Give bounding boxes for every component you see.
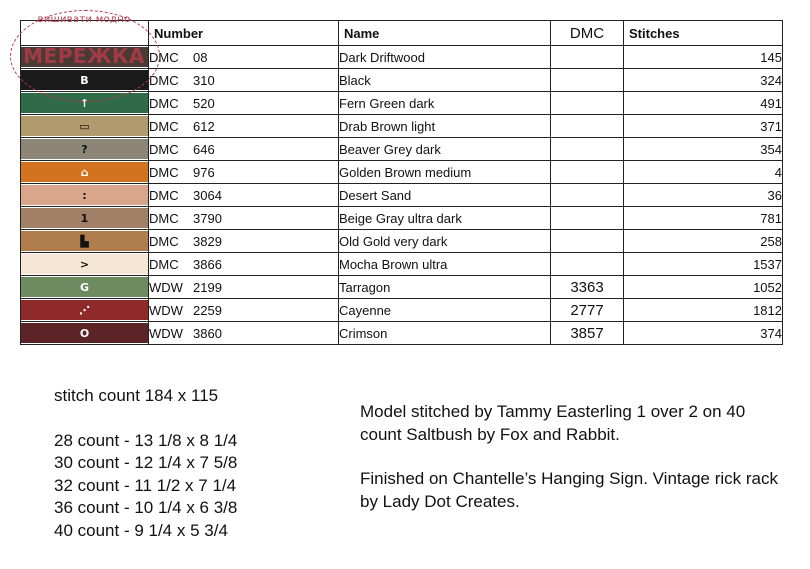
- floss-number: [149, 230, 339, 253]
- color-swatch: ▭: [21, 116, 148, 136]
- floss-name: Cayenne: [339, 299, 551, 322]
- floss-code: 976: [193, 164, 215, 180]
- floss-name: Crimson: [339, 322, 551, 345]
- floss-name: Golden Brown medium: [339, 161, 551, 184]
- floss-brand: WDW: [149, 325, 183, 341]
- floss-number: [149, 276, 339, 299]
- floss-brand: DMC: [149, 164, 179, 180]
- color-swatch: ⌂: [21, 162, 148, 182]
- floss-code: 3790: [193, 210, 222, 226]
- header-number: Number: [149, 21, 339, 46]
- model-notes: [360, 401, 780, 535]
- floss-code: 2259: [193, 302, 222, 318]
- size-line: 28 count - 13 1/8 x 8 1/4: [54, 430, 238, 450]
- color-swatch-cell: [21, 253, 149, 276]
- color-swatch: :: [21, 185, 148, 205]
- stitch-count-cell: 1537: [624, 253, 783, 276]
- floss-code: 520: [193, 95, 215, 111]
- header-dmc: DMC: [551, 21, 624, 46]
- dmc-equivalent: [551, 69, 624, 92]
- fabric-size-notes: [54, 385, 237, 542]
- size-line: 32 count - 11 1/2 x 7 1/4: [54, 475, 237, 495]
- stitch-count: stitch count 184 x 115: [54, 386, 219, 405]
- stitch-count-cell: 371: [624, 115, 783, 138]
- color-swatch: G: [21, 277, 148, 297]
- stitch-count-cell: 354: [624, 138, 783, 161]
- dmc-equivalent: [551, 138, 624, 161]
- table-row: [21, 184, 783, 207]
- floss-code: 2199: [193, 279, 222, 295]
- dmc-equivalent: [551, 115, 624, 138]
- color-swatch-cell: [21, 161, 149, 184]
- color-swatch-cell: [21, 184, 149, 207]
- floss-brand: WDW: [149, 302, 183, 318]
- floss-number: [149, 92, 339, 115]
- dmc-equivalent: 3857: [551, 322, 624, 345]
- color-swatch: 1: [21, 208, 148, 228]
- table-row: [21, 69, 783, 92]
- floss-number: [149, 253, 339, 276]
- floss-name: Old Gold very dark: [339, 230, 551, 253]
- floss-code: 08: [193, 49, 208, 65]
- dmc-equivalent: [551, 184, 624, 207]
- floss-name: Black: [339, 69, 551, 92]
- floss-key-table: [20, 20, 783, 345]
- floss-number: [149, 207, 339, 230]
- floss-key-sheet: [20, 20, 782, 345]
- floss-brand: DMC: [149, 233, 179, 249]
- floss-brand: WDW: [149, 279, 183, 295]
- dmc-equivalent: [551, 253, 624, 276]
- color-swatch: B: [21, 70, 148, 90]
- color-swatch: O: [21, 323, 148, 343]
- color-swatch: ↑: [21, 93, 148, 113]
- color-swatch-cell: [21, 299, 149, 322]
- color-swatch-cell: [21, 69, 149, 92]
- color-swatch-cell: [21, 92, 149, 115]
- table-row: [21, 276, 783, 299]
- floss-brand: DMC: [149, 187, 179, 203]
- size-line: 30 count - 12 1/4 x 7 5/8: [54, 453, 238, 472]
- dmc-equivalent: [551, 161, 624, 184]
- color-swatch: >: [21, 254, 148, 274]
- floss-number: [149, 46, 339, 69]
- floss-number: [149, 161, 339, 184]
- table-row: [21, 115, 783, 138]
- header-name: Name: [339, 21, 551, 46]
- stitch-count-cell: 145: [624, 46, 783, 69]
- finishing-note: Finished on Chantelle’s Hanging Sign. Vintage rick rack by Lady Dot Creates.: [360, 469, 779, 511]
- dmc-equivalent: [551, 92, 624, 115]
- floss-code: 646: [193, 141, 215, 157]
- color-swatch-cell: [21, 115, 149, 138]
- floss-number: [149, 138, 339, 161]
- floss-number: [149, 299, 339, 322]
- floss-name: Mocha Brown ultra: [339, 253, 551, 276]
- floss-brand: DMC: [149, 210, 179, 226]
- table-row: [21, 322, 783, 345]
- color-swatch-cell: [21, 322, 149, 345]
- color-swatch: ▙: [21, 231, 148, 251]
- floss-code: 3860: [193, 325, 222, 341]
- dmc-equivalent: [551, 207, 624, 230]
- floss-brand: DMC: [149, 118, 179, 134]
- table-row: [21, 299, 783, 322]
- color-swatch-cell: [21, 138, 149, 161]
- color-swatch: ⋰: [21, 300, 148, 320]
- stitch-count-cell: 374: [624, 322, 783, 345]
- table-row: [21, 92, 783, 115]
- dmc-equivalent: 3363: [551, 276, 624, 299]
- floss-number: [149, 322, 339, 345]
- stitch-count-cell: 36: [624, 184, 783, 207]
- stitch-count-cell: 491: [624, 92, 783, 115]
- floss-code: 612: [193, 118, 215, 134]
- floss-number: [149, 184, 339, 207]
- floss-name: Beaver Grey dark: [339, 138, 551, 161]
- table-row: [21, 161, 783, 184]
- floss-key-body: [21, 46, 783, 345]
- stitch-count-cell: 1052: [624, 276, 783, 299]
- floss-brand: DMC: [149, 49, 179, 65]
- floss-name: Drab Brown light: [339, 115, 551, 138]
- floss-number: [149, 69, 339, 92]
- dmc-equivalent: [551, 230, 624, 253]
- floss-code: 3866: [193, 256, 222, 272]
- color-swatch-cell: [21, 207, 149, 230]
- size-line: 36 count - 10 1/4 x 6 3/8: [54, 498, 238, 517]
- size-line: 40 count - 9 1/4 x 5 3/4: [54, 520, 228, 540]
- color-swatch: ?: [21, 139, 148, 159]
- floss-code: 3064: [193, 187, 222, 203]
- dmc-equivalent: [551, 46, 624, 69]
- floss-brand: DMC: [149, 95, 179, 111]
- table-row: [21, 230, 783, 253]
- floss-number: [149, 115, 339, 138]
- stitch-count-cell: 324: [624, 69, 783, 92]
- stitch-count-cell: 258: [624, 230, 783, 253]
- floss-name: Beige Gray ultra dark: [339, 207, 551, 230]
- floss-brand: DMC: [149, 256, 179, 272]
- floss-brand: DMC: [149, 72, 179, 88]
- dmc-equivalent: 2777: [551, 299, 624, 322]
- color-swatch-cell: [21, 230, 149, 253]
- stitch-count-cell: 1812: [624, 299, 783, 322]
- stitch-count-cell: 781: [624, 207, 783, 230]
- floss-brand: DMC: [149, 141, 179, 157]
- floss-name: Dark Driftwood: [339, 46, 551, 69]
- floss-code: 3829: [193, 233, 222, 249]
- floss-name: Fern Green dark: [339, 92, 551, 115]
- table-row: [21, 253, 783, 276]
- watermark-top-text: вишивати модно: [37, 14, 131, 25]
- table-row: [21, 207, 783, 230]
- table-row: [21, 138, 783, 161]
- floss-code: 310: [193, 72, 215, 88]
- floss-name: Desert Sand: [339, 184, 551, 207]
- model-stitched-note: Model stitched by Tammy Easterling 1 over 2 on 40 count Saltbush by Fox and Rabbit.: [360, 402, 746, 444]
- watermark-main-text: МЕРЕЖКА: [23, 44, 145, 68]
- floss-name: Tarragon: [339, 276, 551, 299]
- stitch-count-cell: 4: [624, 161, 783, 184]
- header-stitches: Stitches: [624, 21, 783, 46]
- color-swatch-cell: [21, 276, 149, 299]
